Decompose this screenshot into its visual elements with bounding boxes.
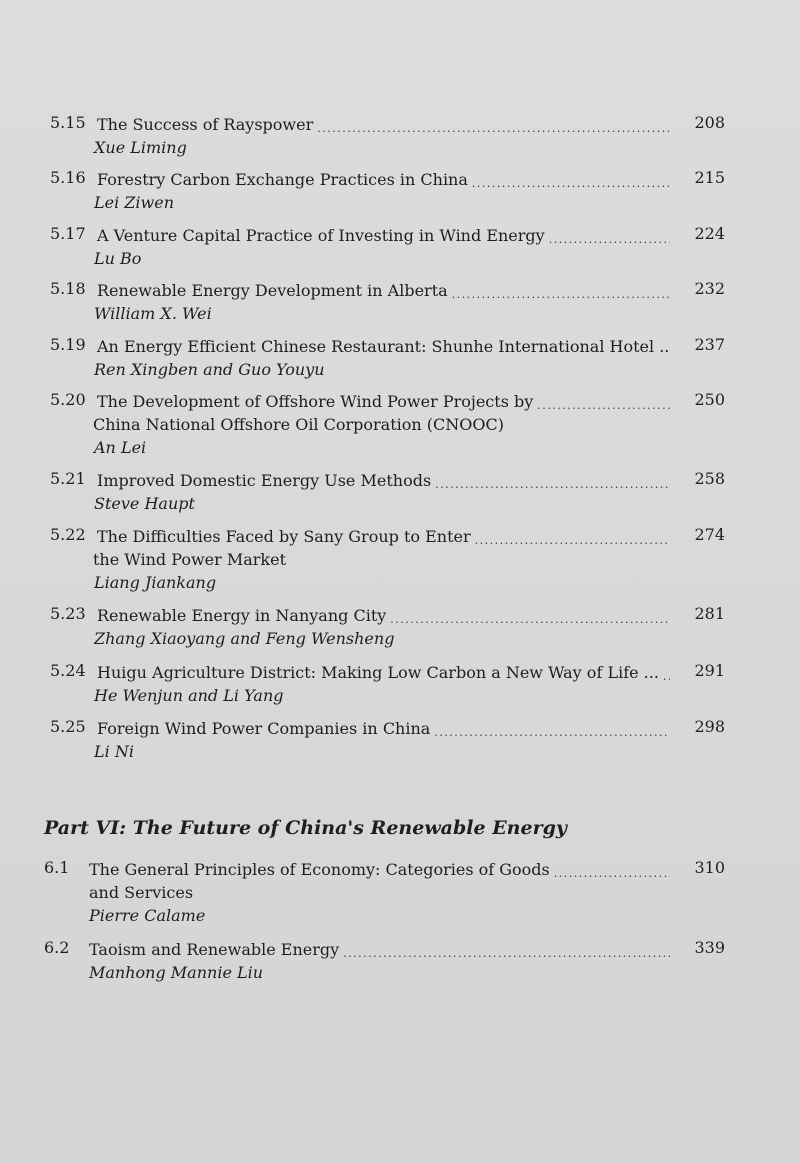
dot-leader (549, 224, 670, 251)
entry-number: 5.16 (50, 168, 86, 187)
entry-page: 237 (694, 335, 725, 354)
entry-number: 5.15 (50, 113, 86, 132)
dot-leader (317, 113, 670, 140)
entry-title: The Difficulties Faced by Sany Group to Enter (97, 527, 471, 546)
entry-page: 232 (694, 279, 725, 298)
entry-author: Ren Xingben and Guo Youyu (94, 360, 325, 379)
entry-page: 250 (694, 390, 725, 409)
entry-title: The General Principles of Economy: Categories of Goods (89, 860, 550, 879)
entry-number: 5.22 (50, 525, 86, 544)
entry-author: Manhong Mannie Liu (89, 963, 264, 982)
entry-number: 5.21 (50, 469, 86, 488)
entry-author: William X. Wei (94, 304, 212, 323)
entry-title: The Development of Offshore Wind Power Projects by (97, 392, 534, 411)
entry-title: An Energy Efficient Chinese Restaurant: Shunhe International Hotel .. (97, 337, 670, 356)
entry-author: Pierre Calame (89, 906, 206, 925)
entry-author: Liang Jiankang (94, 573, 217, 592)
entry-title: Forestry Carbon Exchange Practices in China (97, 170, 468, 189)
entry-title: Renewable Energy in Nanyang City (97, 606, 387, 625)
dot-leader (663, 661, 670, 688)
dot-leader (537, 390, 670, 417)
entry-page: 258 (694, 469, 725, 488)
entry-author: Lu Bo (94, 249, 142, 268)
dot-leader (475, 525, 670, 552)
part-heading: Part VI: The Future of China's Renewable Energy (44, 817, 567, 839)
entry-title: Huigu Agriculture District: Making Low Carbon a New Way of Life ... (97, 663, 659, 682)
entry-page: 339 (694, 938, 725, 957)
entry-number: 6.1 (44, 858, 70, 877)
dot-leader (343, 938, 670, 965)
entry-author: Xue Liming (94, 138, 187, 157)
entry-author: Steve Haupt (94, 494, 195, 513)
entry-title-continued: and Services (89, 883, 194, 902)
entry-page: 274 (694, 525, 725, 544)
entry-number: 6.2 (44, 938, 70, 957)
entry-number: 5.24 (50, 661, 86, 680)
entry-page: 208 (694, 113, 725, 132)
entry-author: Zhang Xiaoyang and Feng Wensheng (94, 629, 395, 648)
dot-leader (434, 717, 670, 744)
entry-author: Li Ni (94, 742, 134, 761)
entry-author: He Wenjun and Li Yang (94, 686, 284, 705)
entry-number: 5.23 (50, 604, 86, 623)
dot-leader (390, 604, 670, 631)
entry-title: Taoism and Renewable Energy (89, 940, 340, 959)
entry-page: 298 (694, 717, 725, 736)
entry-number: 5.17 (50, 224, 86, 243)
entry-title-continued: the Wind Power Market (93, 550, 287, 569)
entry-title: Foreign Wind Power Companies in China (97, 719, 431, 738)
entry-title: A Venture Capital Practice of Investing in Wind Energy (97, 226, 545, 245)
dot-leader (452, 279, 670, 306)
entry-title: Improved Domestic Energy Use Methods (97, 471, 432, 490)
entry-number: 5.25 (50, 717, 86, 736)
entry-page: 291 (694, 661, 725, 680)
entry-page: 310 (694, 858, 725, 877)
entry-number: 5.20 (50, 390, 86, 409)
entry-page: 281 (694, 604, 725, 623)
dot-leader (554, 858, 670, 885)
entry-author: Lei Ziwen (94, 193, 174, 212)
entry-number: 5.18 (50, 279, 86, 298)
entry-page: 215 (694, 168, 725, 187)
entry-page: 224 (694, 224, 725, 243)
dot-leader (472, 168, 670, 195)
entry-author: An Lei (94, 438, 147, 457)
entry-title-continued: China National Offshore Oil Corporation (CNOOC) (93, 415, 504, 434)
entry-title: The Success of Rayspower (97, 115, 314, 134)
dot-leader (435, 469, 670, 496)
entry-title: Renewable Energy Development in Alberta (97, 281, 448, 300)
entry-number: 5.19 (50, 335, 86, 354)
